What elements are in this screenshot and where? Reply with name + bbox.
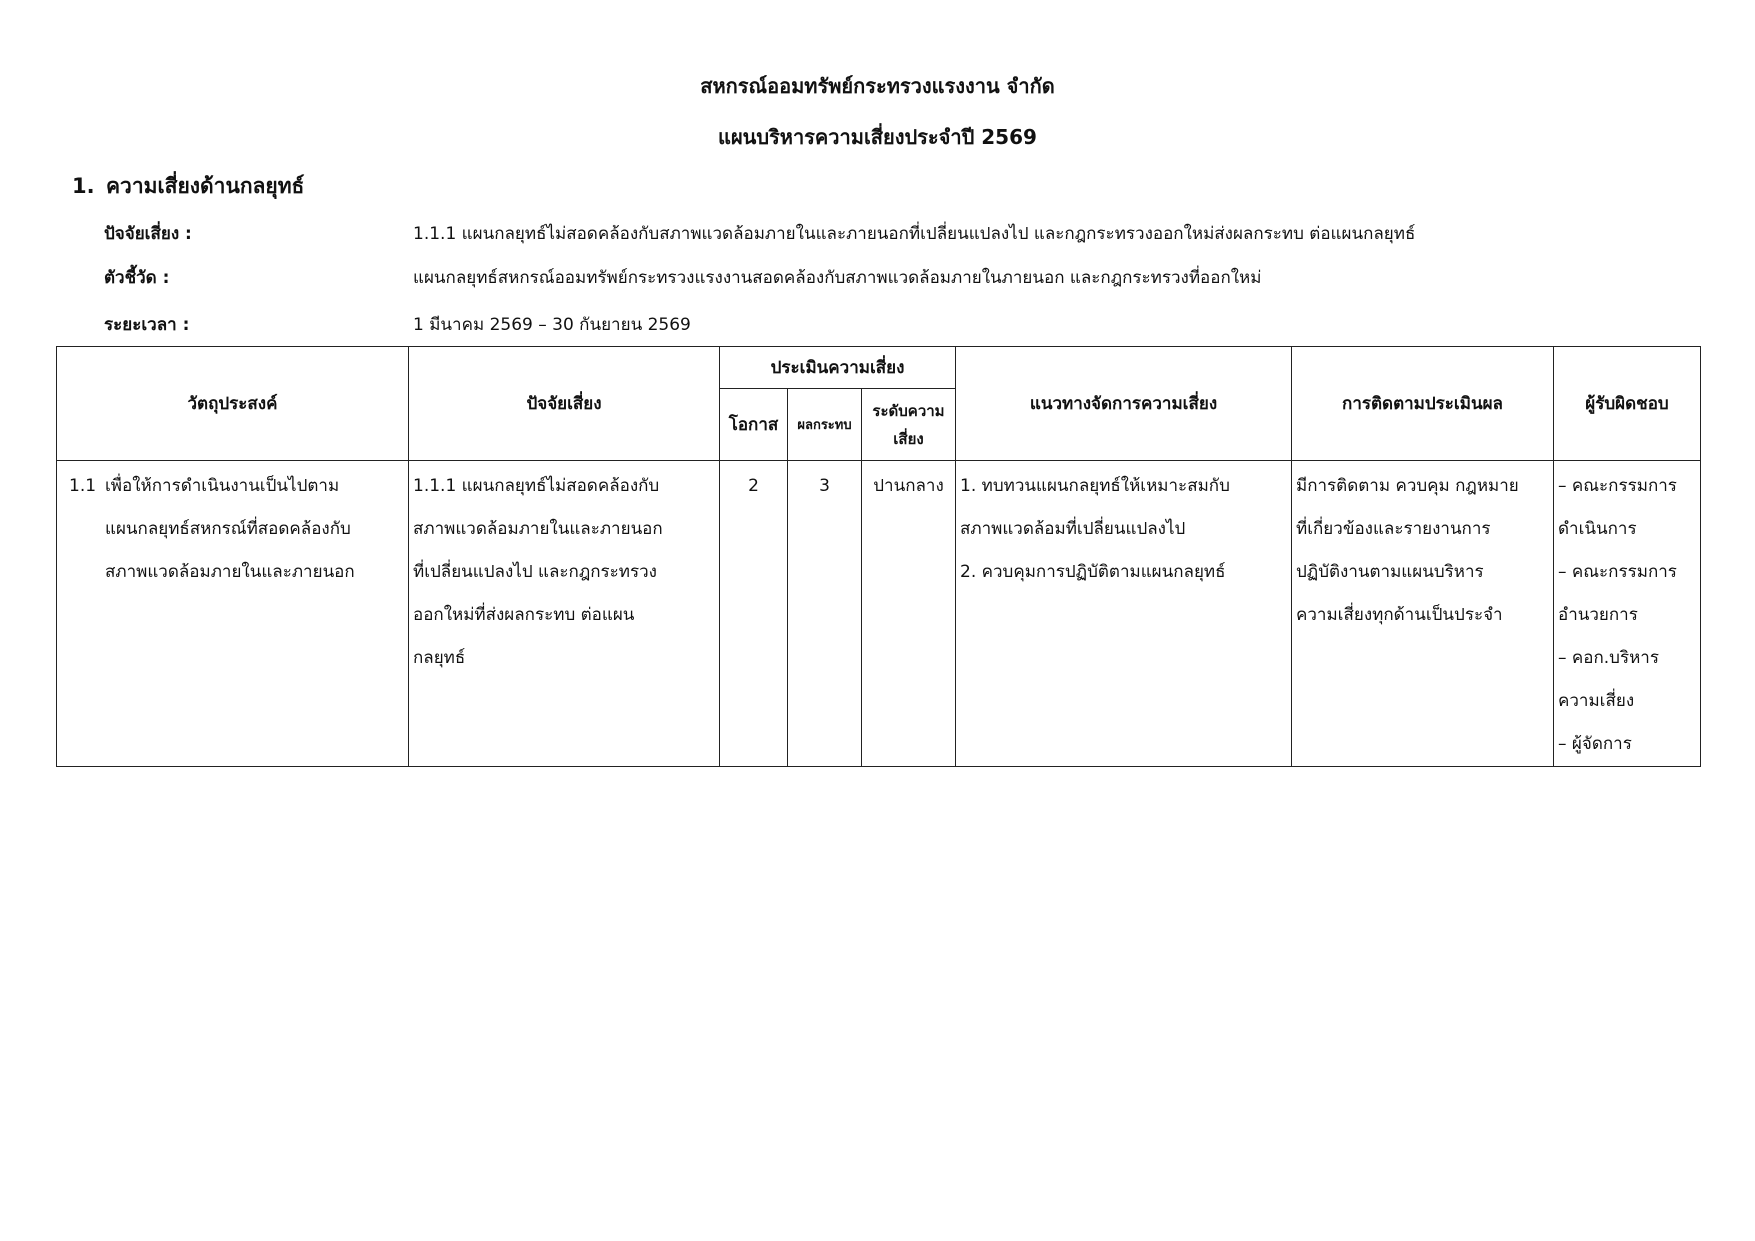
section-heading xyxy=(72,170,304,203)
organization-title: สหกรณ์ออมทรัพย์กระทรวงแรงงาน จำกัด xyxy=(700,74,1055,98)
responsible-line: ดำเนินการ xyxy=(1558,519,1637,539)
risk-line: 1.1.1 แผนกลยุทธ์ไม่สอดคล้องกับ xyxy=(413,476,660,496)
objective-line: แผนกลยุทธ์สหกรณ์ที่สอดคล้องกับ xyxy=(105,519,351,539)
header-monitoring: การติดตามประเมินผล xyxy=(1292,347,1554,461)
header-mitigation: แนวทางจัดการความเสี่ยง xyxy=(956,347,1292,461)
mitigation-line: 2. ควบคุมการปฏิบัติตามแผนกลยุทธ์ xyxy=(960,562,1226,582)
indicator-label: ตัวชี้วัด : xyxy=(104,268,170,288)
objective-line: สภาพแวดล้อมภายในและภายนอก xyxy=(105,562,355,582)
mitigation-line: 1. ทบทวนแผนกลยุทธ์ให้เหมาะสมกับ xyxy=(960,476,1230,496)
responsible-line: ความเสี่ยง xyxy=(1558,691,1635,711)
header-responsible: ผู้รับผิดชอบ xyxy=(1554,347,1701,461)
risk-factor-label: ปัจจัยเสี่ยง : xyxy=(104,224,192,244)
plan-title: แผนบริหารความเสี่ยงประจำปี 2569 xyxy=(718,125,1037,149)
responsible-cell xyxy=(1554,461,1701,767)
section-number: 1. xyxy=(72,174,95,198)
risk-line: สภาพแวดล้อมภายในและภายนอก xyxy=(413,519,663,539)
mitigation-cell xyxy=(956,461,1292,767)
risk-level-cell: ปานกลาง xyxy=(862,461,956,767)
header-risk-factor: ปัจจัยเสี่ยง xyxy=(409,347,720,461)
monitoring-line: ปฏิบัติงานตามแผนบริหาร xyxy=(1296,562,1484,582)
monitoring-cell xyxy=(1292,461,1554,767)
monitoring-line: มีการติดตาม ควบคุม กฎหมาย xyxy=(1296,476,1519,496)
responsible-line: อำนวยการ xyxy=(1558,605,1638,625)
responsible-line: – ผู้จัดการ xyxy=(1558,734,1632,754)
risk-line: ที่เปลี่ยนแปลงไป และกฎกระทรวง xyxy=(413,562,657,582)
section-title: ความเสี่ยงด้านกลยุทธ์ xyxy=(106,174,305,198)
header-level-line1: ระดับความ xyxy=(872,401,945,420)
risk-plan-table xyxy=(56,346,1701,767)
period-value: 1 มีนาคม 2569 – 30 กันยายน 2569 xyxy=(413,315,691,335)
impact-cell: 3 xyxy=(788,461,862,767)
header-level xyxy=(862,389,956,461)
header-level-line2: เสี่ยง xyxy=(893,429,924,448)
likelihood-cell: 2 xyxy=(720,461,788,767)
header-likelihood: โอกาส xyxy=(720,389,788,461)
table-row xyxy=(57,461,1701,767)
risk-line: กลยุทธ์ xyxy=(413,648,466,668)
header-impact: ผลกระทบ xyxy=(788,389,862,461)
objective-line: เพื่อให้การดำเนินงานเป็นไปตาม xyxy=(105,476,340,496)
risk-factor-cell xyxy=(409,461,720,767)
risk-line: ออกใหม่ที่ส่งผลกระทบ ต่อแผน xyxy=(413,605,635,625)
header-objective: วัตถุประสงค์ xyxy=(57,347,409,461)
objective-number: 1.1 xyxy=(69,476,97,496)
period-label: ระยะเวลา : xyxy=(104,315,190,335)
risk-factor-value: 1.1.1 แผนกลยุทธ์ไม่สอดคล้องกับสภาพแวดล้อมภายในและภายนอกที่เปลี่ยนแปลงไป และกฎกระทรวงออกใหม่ส่งผลกระทบ ต่อแผนกลยุทธ์ xyxy=(413,224,1416,244)
header-assessment: ประเมินความเสี่ยง xyxy=(720,347,956,389)
responsible-line: – คอก.บริหาร xyxy=(1558,648,1659,668)
monitoring-line: ความเสี่ยงทุกด้านเป็นประจำ xyxy=(1296,605,1503,625)
indicator-value: แผนกลยุทธ์สหกรณ์ออมทรัพย์กระทรวงแรงงานสอดคล้องกับสภาพแวดล้อมภายในภายนอก และกฎกระทรวงที่ออกใหม่ xyxy=(413,268,1262,288)
monitoring-line: ที่เกี่ยวข้องและรายงานการ xyxy=(1296,519,1491,539)
responsible-line: – คณะกรรมการ xyxy=(1558,562,1677,582)
objective-cell xyxy=(57,461,409,767)
responsible-line: – คณะกรรมการ xyxy=(1558,476,1677,496)
mitigation-line: สภาพแวดล้อมที่เปลี่ยนแปลงไป xyxy=(960,519,1186,539)
